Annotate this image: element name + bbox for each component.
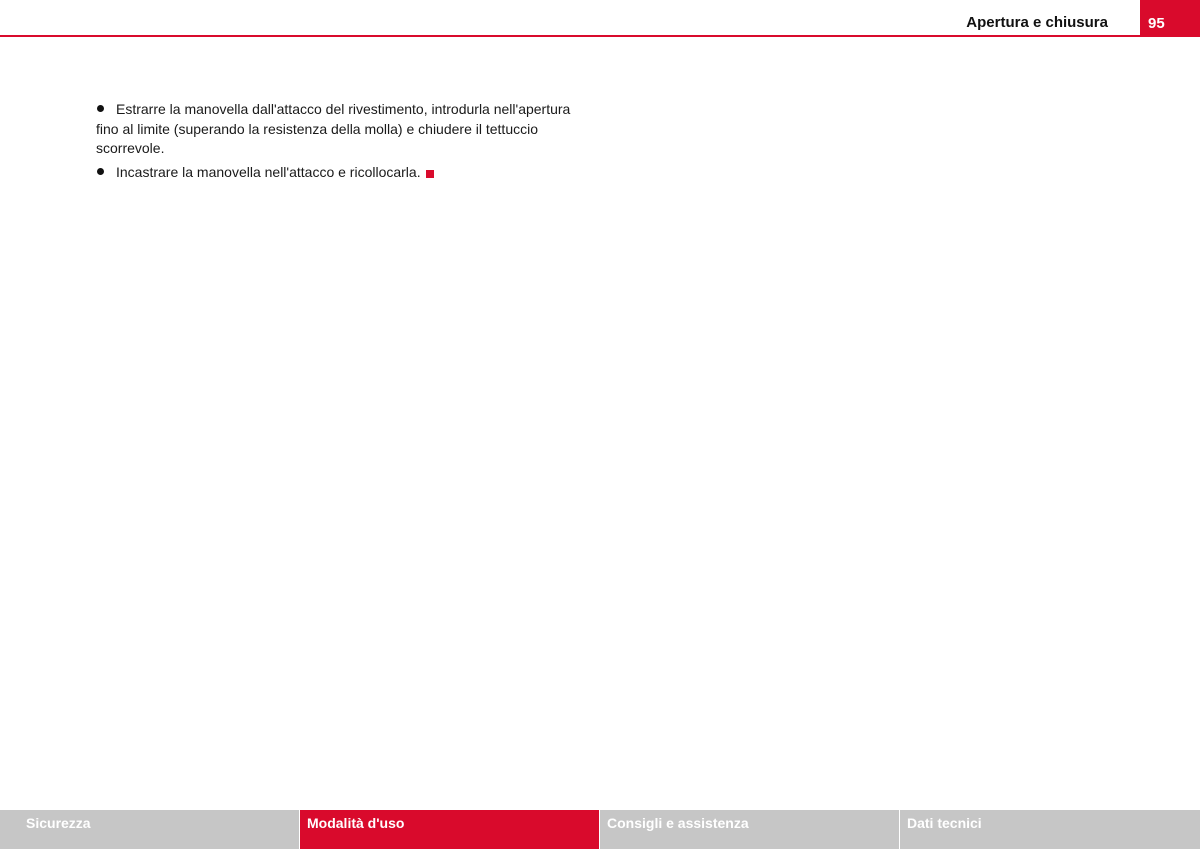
list-item-text: Estrarre la manovella dall'attacco del rivestimento, introdurla nell'apertura fino al limite (superando la resistenza della molla) e chiudere il tettuccio scorrevole. xyxy=(96,101,571,156)
bullet-icon xyxy=(97,168,104,175)
bullet-icon xyxy=(97,105,104,112)
footer-tab-consigli-assistenza[interactable]: Consigli e assistenza xyxy=(600,810,899,849)
footer-nav xyxy=(0,810,1200,849)
footer-tab-dati-tecnici[interactable]: Dati tecnici xyxy=(900,810,1200,849)
list-item xyxy=(96,100,586,159)
end-mark-icon xyxy=(426,170,434,178)
footer-tab-sicurezza[interactable]: Sicurezza xyxy=(0,810,299,849)
footer-tab-modalita-uso[interactable]: Modalità d'uso xyxy=(300,810,599,849)
header-rule xyxy=(0,35,1200,37)
section-title: Apertura e chiusura xyxy=(966,14,1108,31)
page-number: 95 xyxy=(1140,0,1200,37)
instruction-list xyxy=(96,100,586,186)
list-item xyxy=(96,163,586,183)
list-item-text: Incastrare la manovella nell'attacco e ricollocarla. xyxy=(116,163,421,180)
